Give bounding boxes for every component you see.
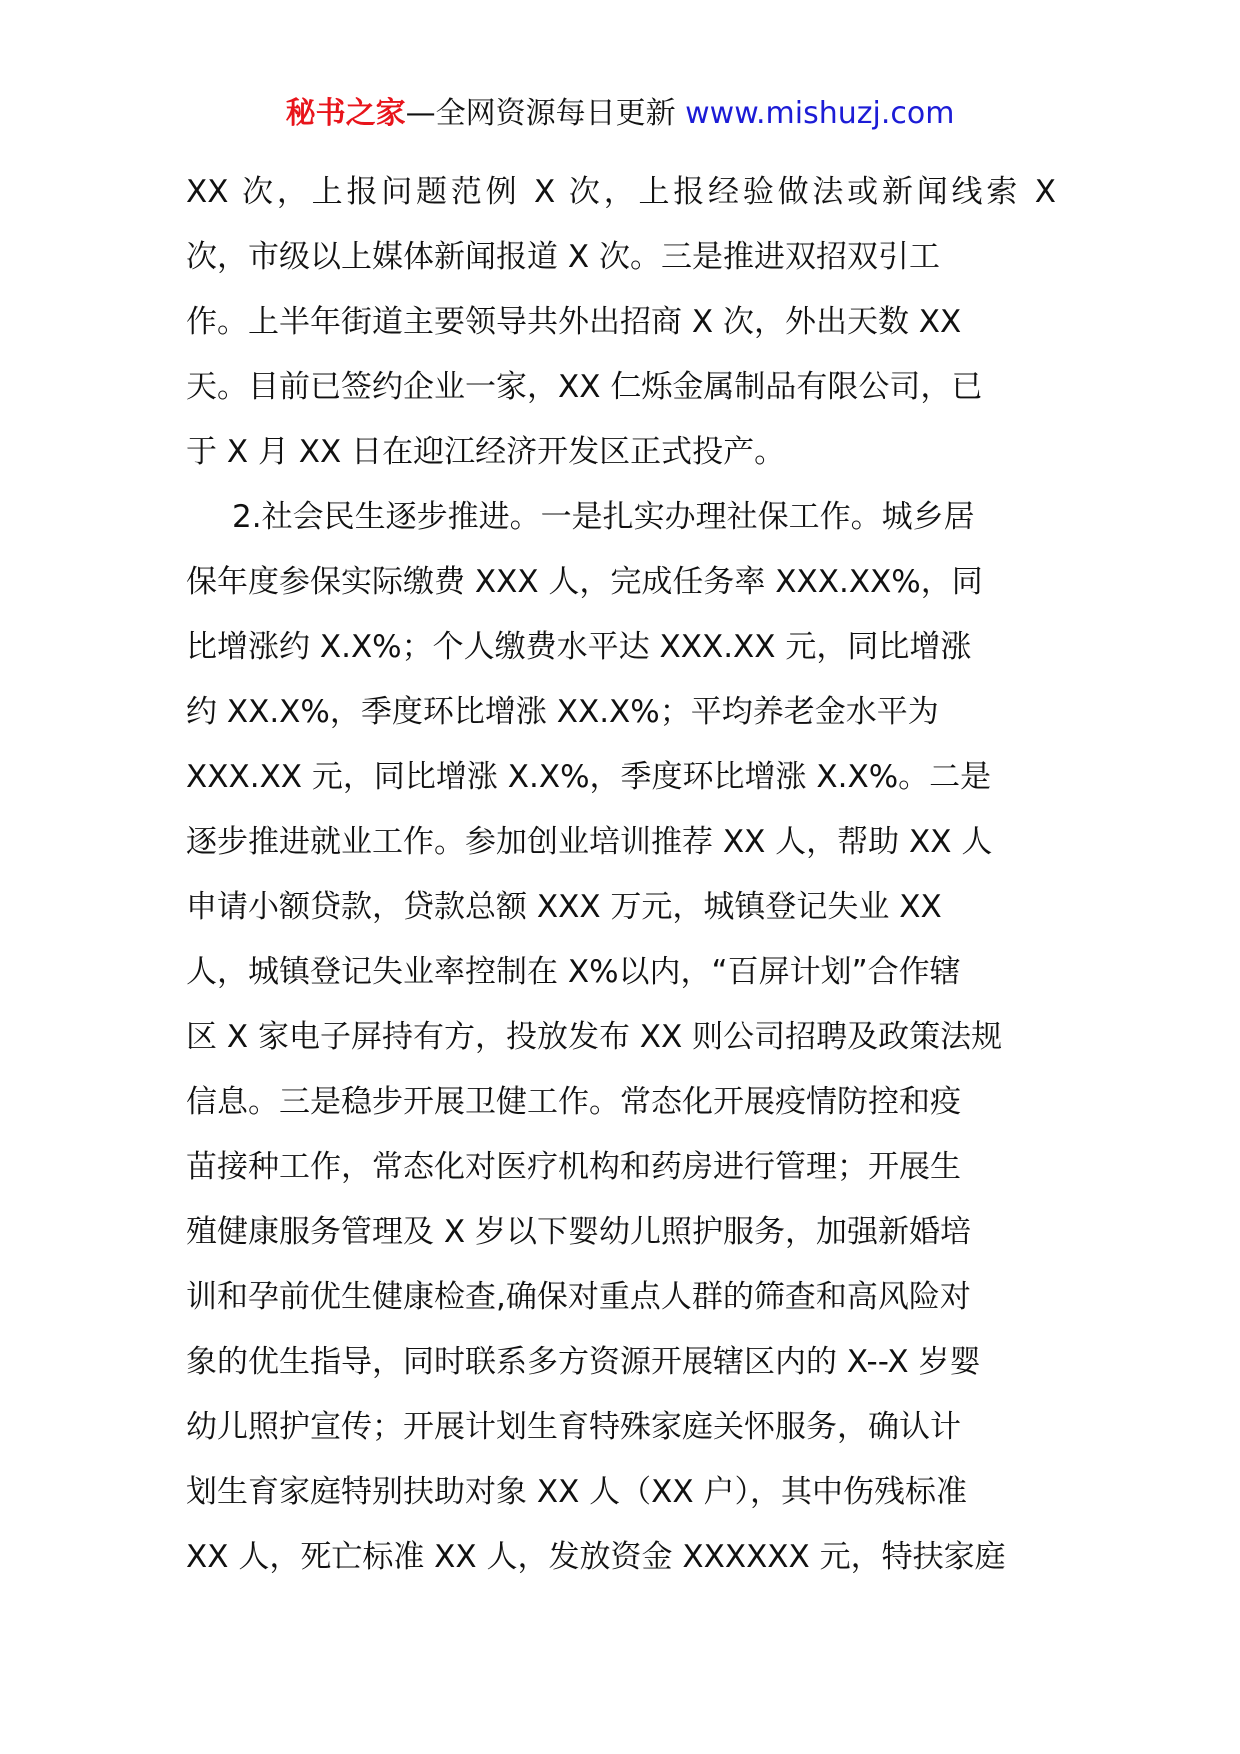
text-line: 申请小额贷款，贷款总额 XXX 万元，城镇登记失业 XX — [186, 889, 942, 925]
text-line: 训和孕前优生健康检查,确保对重点人群的筛查和高风险对 — [186, 1279, 971, 1315]
text-line: 于 X 月 XX 日在迎江经济开发区正式投产。 — [186, 434, 786, 470]
text-line: 划生育家庭特别扶助对象 XX 人（XX 户），其中伤残标准 — [186, 1474, 968, 1510]
paragraph-first-line: 2.社会民生逐步推进。一是扎实办理社保工作。城乡居 — [232, 499, 975, 535]
site-url-link[interactable]: www.mishuzj.com — [685, 96, 955, 131]
text-line: 区 X 家电子屏持有方，投放发布 XX 则公司招聘及政策法规 — [186, 1019, 1003, 1055]
text-line: 天。目前已签约企业一家，XX 仁烁金属制品有限公司，已 — [186, 369, 983, 405]
brand-name: 秘书之家 — [285, 96, 406, 131]
header-tagline: —全网资源每日更新 — [405, 96, 676, 131]
text-line: XX 次，上报问题范例 X 次，上报经验做法或新闻线索 X — [186, 174, 1056, 210]
text-line: 保年度参保实际缴费 XXX 人，完成任务率 XXX.XX%，同 — [186, 564, 983, 600]
text-line: 逐步推进就业工作。参加创业培训推荐 XX 人，帮助 XX 人 — [186, 824, 993, 860]
text-line: 约 XX.X%，季度环比增涨 XX.X%；平均养老金水平为 — [186, 694, 939, 730]
text-line: XX 人，死亡标准 XX 人，发放资金 XXXXXX 元，特扶家庭 — [186, 1539, 1006, 1575]
text-line: 次，市级以上媒体新闻报道 X 次。三是推进双招双引工 — [186, 239, 940, 275]
text-line: 幼儿照护宣传；开展计划生育特殊家庭关怀服务，确认计 — [186, 1409, 961, 1445]
text-line: 人，城镇登记失业率控制在 X%以内，“百屏计划”合作辖 — [186, 954, 961, 990]
text-line: 殖健康服务管理及 X 岁以下婴幼儿照护服务，加强新婚培 — [186, 1214, 971, 1250]
text-line: 苗接种工作，常态化对医疗机构和药房进行管理；开展生 — [186, 1149, 961, 1185]
page-header — [0, 94, 1240, 134]
text-line: XXX.XX 元，同比增涨 X.X%，季度环比增涨 X.X%。二是 — [186, 759, 992, 795]
document-body — [186, 160, 1056, 1590]
text-line: 作。上半年街道主要领导共外出招商 X 次，外出天数 XX — [186, 304, 962, 340]
text-line: 比增涨约 X.X%；个人缴费水平达 XXX.XX 元，同比增涨 — [186, 629, 972, 665]
text-line: 信息。三是稳步开展卫健工作。常态化开展疫情防控和疫 — [186, 1084, 961, 1120]
text-line: 象的优生指导，同时联系多方资源开展辖区内的 X--X 岁婴 — [186, 1344, 981, 1380]
